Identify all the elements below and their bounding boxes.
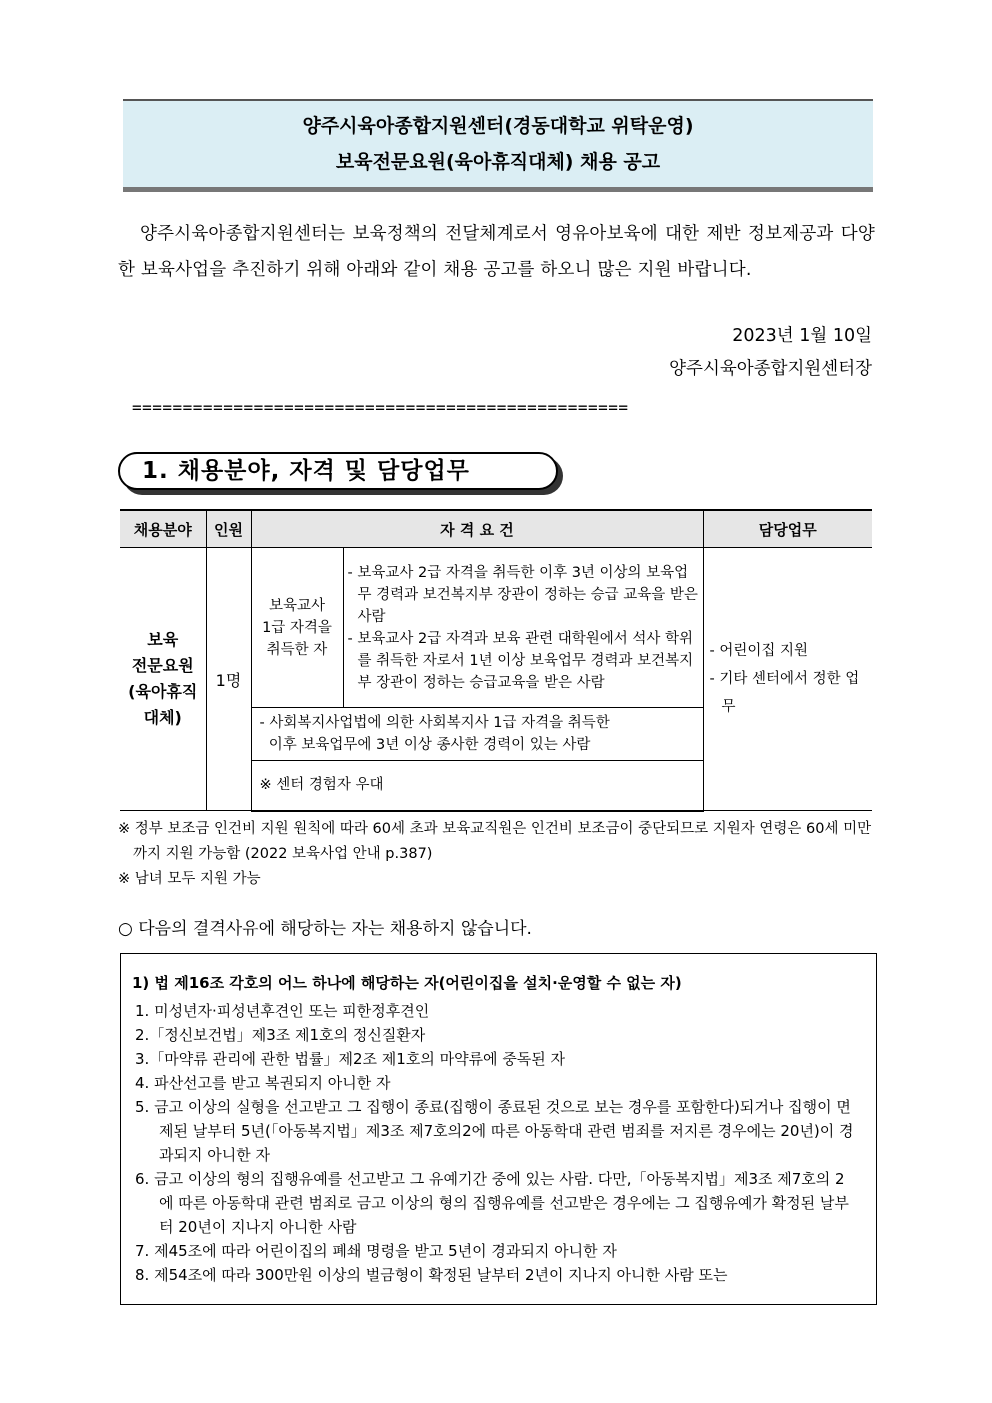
title-box [123,99,873,192]
duty-2: - 기타 센터에서 정한 업무 [709,671,860,715]
disqualification-heading: 1) 법 제16조 각호의 어느 하나에 해당하는 자(어린이집을 설치·운영할 수 없는 자) [132,974,682,992]
list-item: 2.「정신보건법」제3조 제1호의 정신질환자 [135,1026,426,1044]
requirement-2: - 보육교사 2급 자격과 보육 관련 대학원에서 석사 학위를 취득한 자로서 1년 이상 보육업무 경력과 보건복지부 장관이 정하는 승급교육을 받은 사람 [347,630,694,691]
field-label: 보육 전문요원 (육아휴직 대체) [128,630,198,727]
disqualification-list [135,999,855,1287]
header-field: 채용분야 [120,510,206,548]
count-cell: 1명 [206,548,251,811]
field-cell [120,548,206,811]
note-age: ※ 정부 보조금 인건비 지원 원칙에 따라 60세 초과 보육교직원은 인건비 보조금이 중단되므로 지원자 연령은 60세 미만까지 지원 가능함 (2022 보육사업 안내 p.387) [118,821,872,862]
list-item: 6. 금고 이상의 형의 집행유예를 선고받고 그 유예기간 중에 있는 사람. 다만,「아동복지법」제3조 제7호의 2에 따른 아동학대 관련 범죄로 금고 이상의 형의 집행유예를 선고받은 경우에는 그 집행유예가 확정된 날부터 20년이 지나지 아니한 사람 [135,1170,849,1236]
requirements-table [120,509,872,812]
disqualification-intro: ○ 다음의 결격사유에 해당하는 자는 채용하지 않습니다. [118,919,532,939]
requirement-1: - 보육교사 2급 자격을 취득한 이후 3년 이상의 보육업무 경력과 보건복지부 장관이 정하는 승급 교육을 받은 사람 [347,564,698,625]
title-line-2: 보육전문요원(육아휴직대체) 채용 공고 [335,151,661,173]
list-item: 7. 제45조에 따라 어린이집의 폐쇄 명령을 받고 5년이 경과되지 아니한 자 [135,1242,617,1260]
preference-note: ※ 센터 경험자 우대 [251,761,703,811]
divider-line: ================================================= [132,398,629,417]
qual-sub-label-text: 보육교사 1급 자격을 취득한 자 [262,597,332,658]
header-count: 인원 [206,510,251,548]
table-row [120,548,872,708]
table-header-row [120,510,872,548]
header-qualifications: 자 격 요 건 [251,510,703,548]
duty-1: - 어린이집 지원 [709,643,808,659]
title-line-1: 양주시육아종합지원센터(경동대학교 위탁운영) [302,115,694,137]
list-item: 3.「마약류 관리에 관한 법률」제2조 제1호의 마약류에 중독된 자 [135,1050,566,1068]
section-1-title: 1. 채용분야, 자격 및 담당업무 [142,458,470,484]
list-item: 1. 미성년자·피성년후견인 또는 피한정후견인 [135,1002,430,1020]
section-1-heading [118,452,558,490]
header-duties: 담당업무 [703,510,872,548]
intro-text: 양주시육아종합지원센터는 보육정책의 전달체계로서 영유아보육에 대한 제반 정보제공과 다양한 보육사업을 추진하기 위해 아래와 같이 채용 공고를 하오니 많은 지원 바랍니다. [118,224,875,280]
announcement-date: 2023년 1월 10일 [732,326,872,346]
list-item: 5. 금고 이상의 실형을 선고받고 그 집행이 종료(집행이 종료된 것으로 보는 경우를 포함한다)되거나 집행이 면제된 날부터 5년(「아동복지법」제3조 제7호의2에 따른 아동학대 관련 범죄를 저지른 경우에는 20년)이 경과되지 아니한 자 [135,1098,854,1164]
list-item: 8. 제54조에 따라 300만원 이상의 벌금형이 확정된 날부터 2년이 지나지 아니한 사람 또는 [135,1266,728,1284]
signer: 양주시육아종합지원센터장 [669,359,872,379]
qual-sub-label [251,548,343,708]
note-gender: ※ 남녀 모두 지원 가능 [118,871,261,887]
disqualification-box [120,953,877,1305]
requirement-3 [251,708,703,761]
intro-paragraph [118,216,875,288]
qual-requirements [343,548,703,708]
notes [118,817,875,892]
duties-cell [703,548,872,811]
list-item: 4. 파산선고를 받고 복권되지 아니한 자 [135,1074,391,1092]
requirement-3-text: - 사회복지사업법에 의한 사회복지사 1급 자격을 취득한 이후 보육업무에 3년 이상 종사한 경력이 있는 사람 [259,715,610,753]
